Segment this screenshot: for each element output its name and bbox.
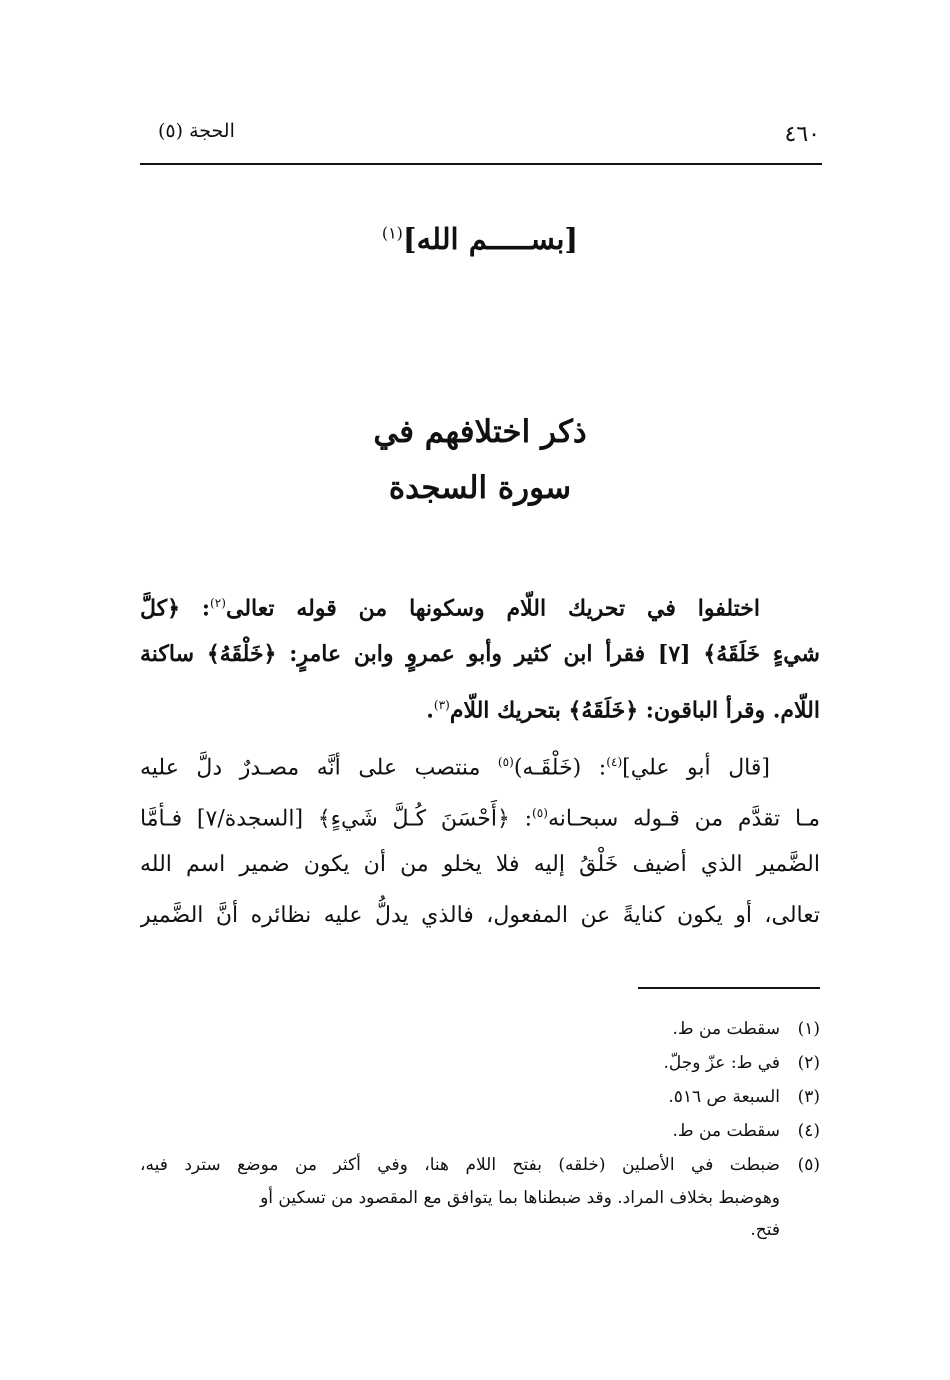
text-line [140,788,820,839]
body-text [140,578,820,941]
text-span: اللّام. وقرأ الباقون: ﴿خَلَقَهُ﴾ بتحريك اللّام [449,697,820,724]
footnote-number: (٤) [797,1121,820,1141]
text-line: الضَّمير الذي أضيف خَلْقُ إليه فلا يخلو من أن يكون ضمير اسم الله [140,852,820,877]
footnotes [140,1012,820,1246]
footnote-text: في ط: عزّ وجلّ. [663,1053,780,1073]
chapter-title [140,404,820,516]
text-span: مـا تقدَّم من قـوله سبحـانه [547,806,820,832]
footnote-ref: (٤) [606,755,623,769]
text-line [140,737,820,788]
footnote-ref: (٢) [210,596,226,610]
text-line: شيءٍ خَلَقَهُ﴾ [٧] فقرأ ابن كثير وأبو عمروٍ وابن عامرٍ: ﴿خَلْقَهُ﴾ ساكنة [140,641,820,667]
footnote [140,1080,820,1114]
footnote [140,1012,820,1046]
footnote-number: (١) [797,1019,820,1039]
basmala-text: [بســـــم الله] [402,222,579,256]
footnote-ref: (٣) [433,698,450,712]
footnote-number: (٣) [797,1087,820,1107]
footnote-number: (٢) [797,1053,820,1073]
footnote-text: ضبطت في الأصلين (خلقه) بفتح اللام هنا، وفي أكثر من موضع سترد فيه، [140,1155,780,1175]
footnote-text: سقطت من ط. [672,1121,780,1141]
footnote-continuation: وهوضبط بخلاف المراد. وقد ضبطناها بما يتوافق مع المقصود من تسكين أو [260,1188,780,1208]
text-span: اختلفوا في تحريك اللّام وسكونها من قوله تعالى [225,595,760,622]
footnote-ref: (١) [381,223,403,243]
footnote-continuation: فتح. [750,1220,780,1240]
footnote-rule [638,987,820,989]
text-span: [قال أبو علي] [622,755,770,781]
chapter-title-line-1: ذكر اختلافهم في [373,414,587,450]
footnote [140,1114,820,1148]
header-rule [140,163,822,165]
footnote [140,1148,820,1182]
footnote-ref: (٥) [532,806,548,820]
text-span: منتصب على أنَّه مصـدرٌ دلَّ عليه [140,755,498,781]
text-line: تعالى، أو يكون كنايةً عن المفعول، فالذي يدلُّ عليه نظائره أنَّ الضَّمير [140,903,820,928]
page-header [140,112,820,152]
text-span: : (خَلْقَـه) [513,755,607,781]
text-line [140,578,820,629]
footnote-text: سقطت من ط. [672,1019,780,1039]
footnote-ref: (٥) [497,755,514,769]
text-span: . [426,697,434,724]
page-number: ٤٦٠ [784,122,820,147]
text-line [140,680,820,731]
basmala-heading [140,222,820,256]
footnote [140,1046,820,1080]
running-title: الحجة (٥) [158,120,235,142]
footnote-text: السبعة ص ٥١٦. [668,1087,780,1107]
footnote-number: (٥) [797,1155,820,1175]
text-span: : ﴿أَحْسَنَ كُـلَّ شَيءٍ﴾ [السجدة/٧] فـأمَّا [140,806,532,832]
chapter-title-line-2: سورة السجدة [388,470,572,506]
text-span: : ﴿كلَّ [140,595,211,622]
